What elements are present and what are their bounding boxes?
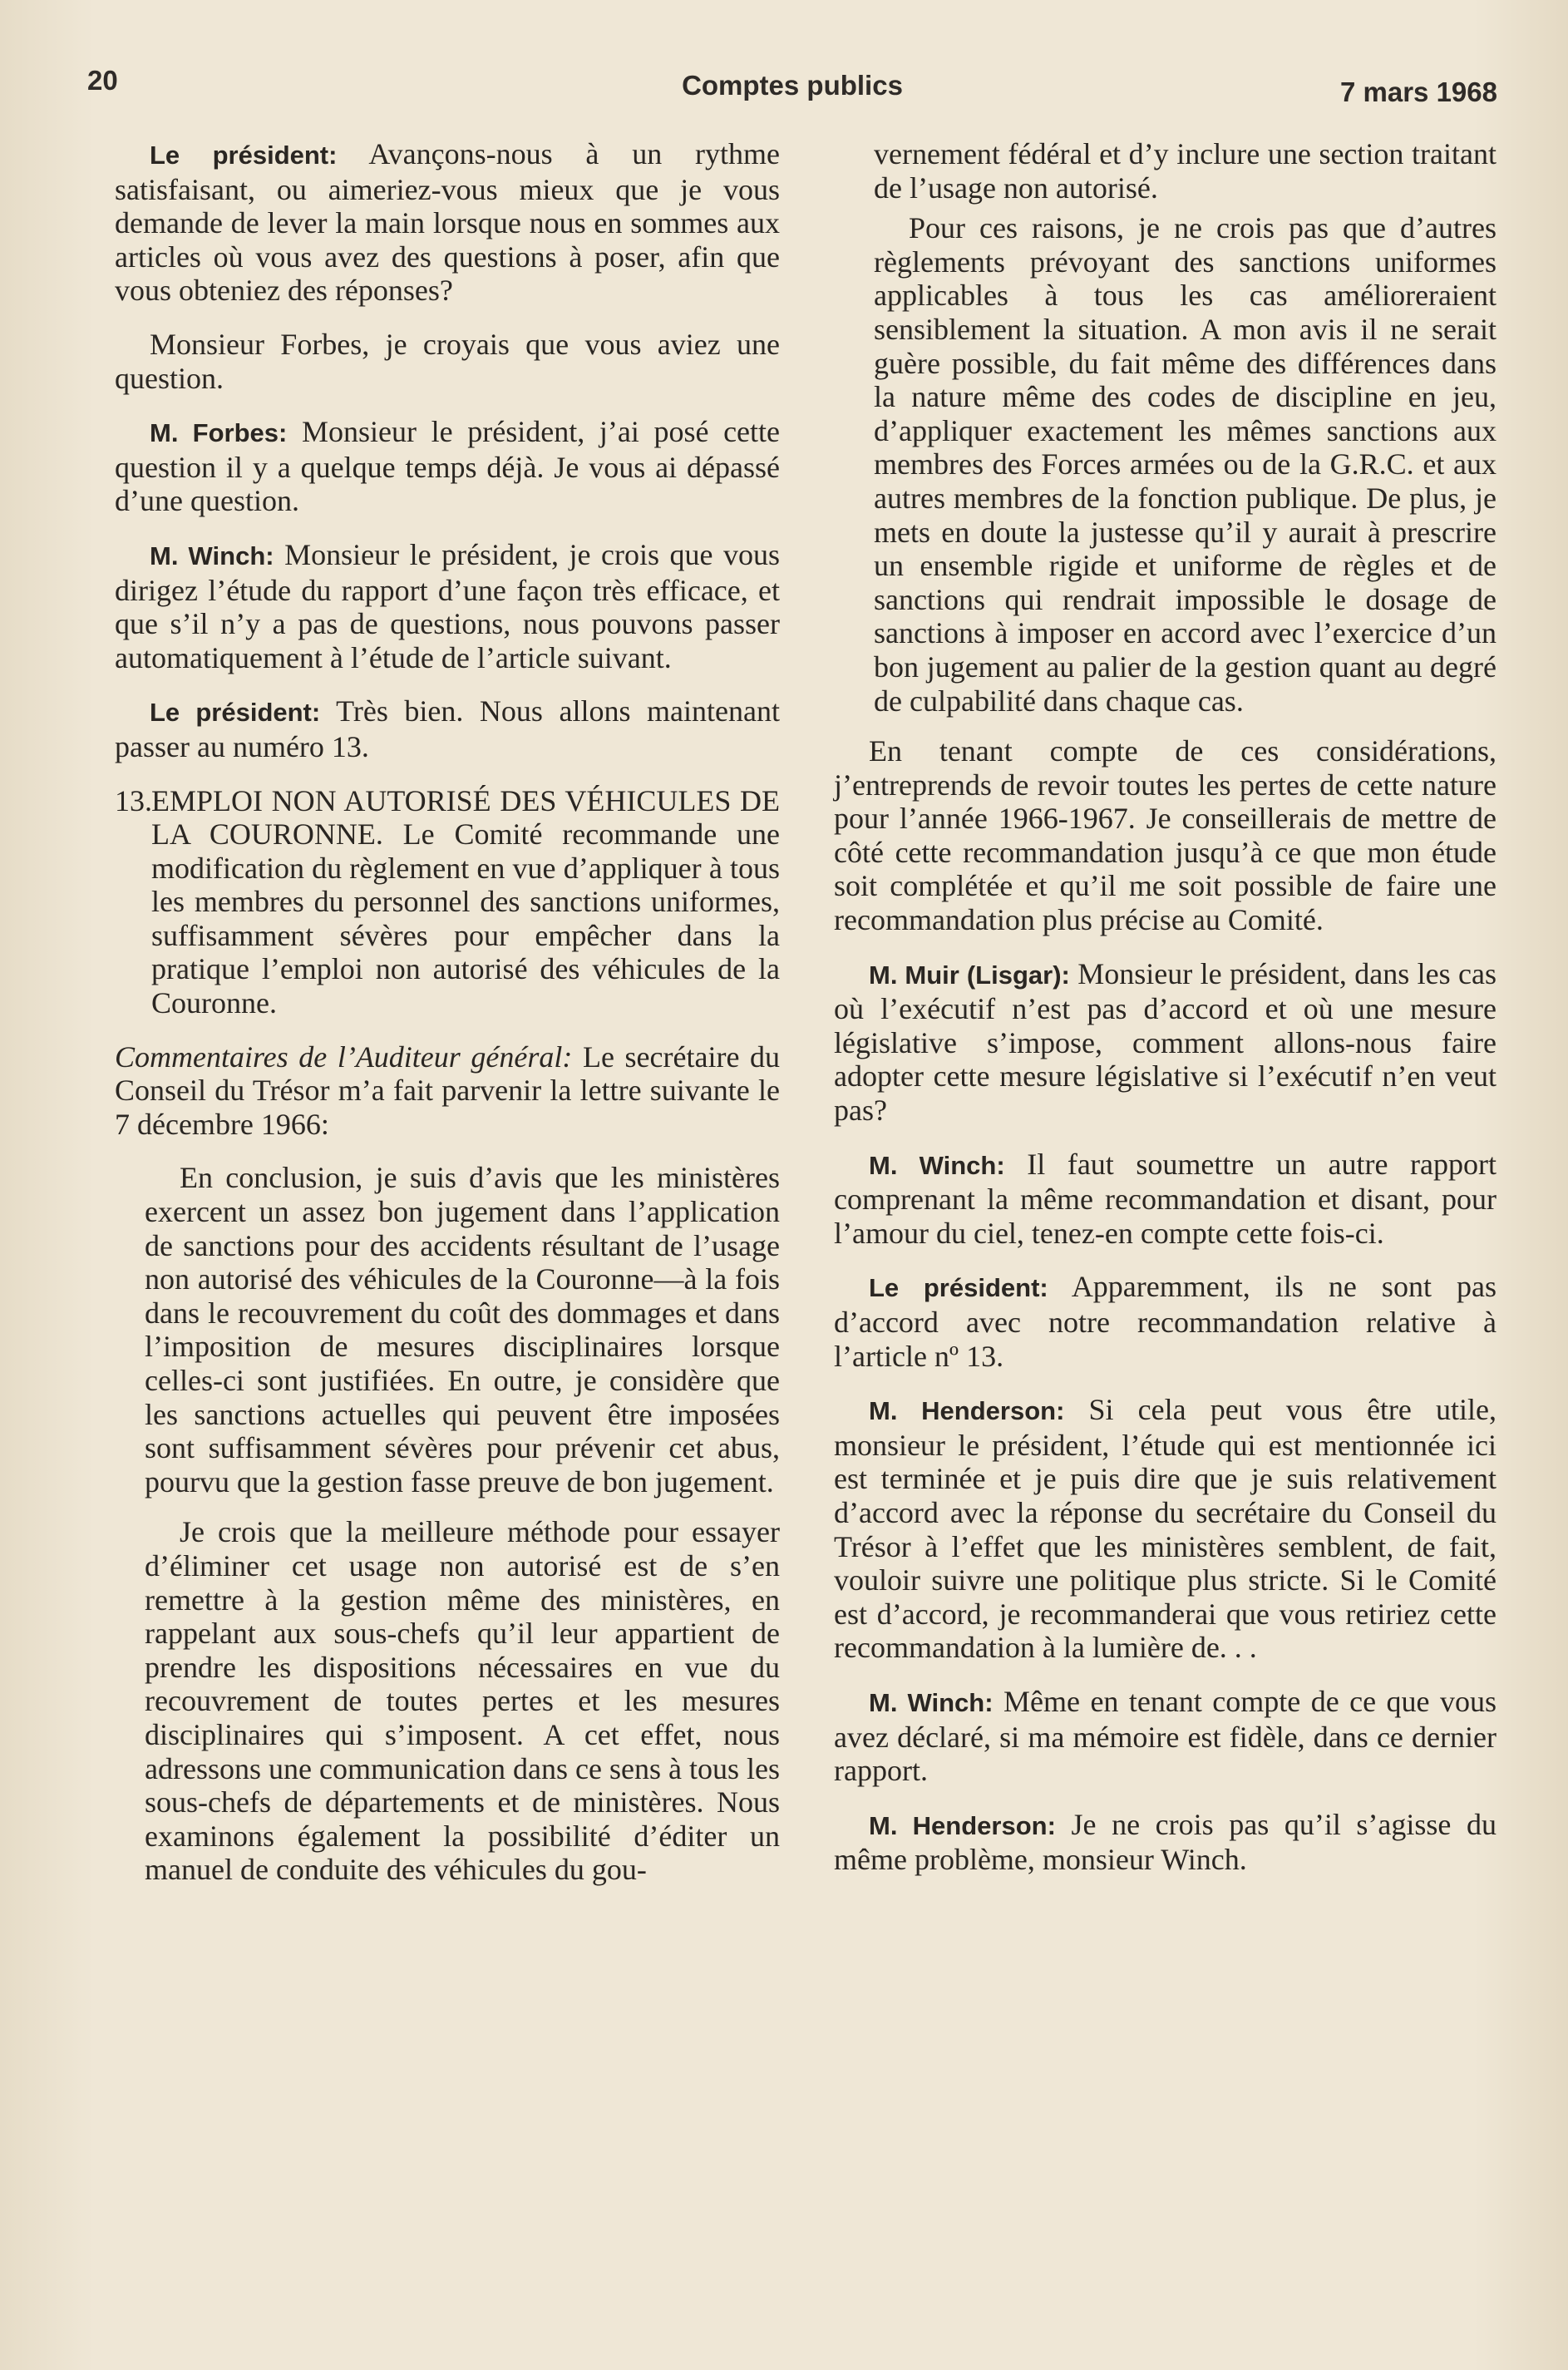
paragraph-text: Même en tenant compte de ce que vous avez déclaré, si ma mémoire est fidèle, dans ce dernier rapport. <box>834 1684 1497 1788</box>
paragraph-text: Je ne crois pas qu’il s’agisse du même problème, monsieur Winch. <box>834 1807 1497 1877</box>
publication-title: Comptes publics <box>682 70 903 101</box>
quoted-letter <box>145 1161 780 1886</box>
speaker-label: M. Henderson: <box>869 1810 1056 1840</box>
auditor-comment <box>115 1040 780 1142</box>
paragraph-winch-2 <box>834 1148 1497 1251</box>
paragraph-forbes <box>115 415 780 518</box>
speaker-label: Le président: <box>150 698 321 728</box>
item-number: 13. <box>115 783 152 817</box>
speaker-label: Le président: <box>150 141 338 170</box>
quote-paragraph-3: Pour ces raisons, je ne crois pas que d’autres règlements prévoyant des sanctions uniformes applicables à tous les cas amélioreraient sensiblement la situation. A mon avis il ne serait guère possible, du fait même des différences dans la nature même des codes de discipline en jeu, d’appliquer exactement les mêmes sanctions aux membres des Forces armées ou de la G.R.C. et aux autres membres de la fonction publique. De plus, je mets en doute la justesse qu’il y aurait à prescrire un ensemble rigide et uniforme de règles et de sanctions qui rendrait impossible le dosage de sanctions à imposer en accord avec l’exercice d’un bon jugement au palier de la gestion quant au degré de culpabilité dans chaque cas. <box>874 211 1497 718</box>
paragraph-text: Il faut soumettre un autre rapport comprenant la même recommandation et disant, pour l’amour du ciel, tenez-en compte cette fois-ci. <box>834 1147 1497 1250</box>
quote-paragraph-2: Je crois que la meilleure méthode pour essayer d’éliminer cet usage non autorisé est de s’en remettre à la gestion même des ministères, en rappelant aux sous-chefs qu’il leur appartient de prendre les dispositions nécessaires en vue du recouvrement de toutes pertes et les mesures disciplinaires qui s’imposent. A cet effet, nous adressons une communication dans ce sens à tous les sous-chefs de départements et de ministères. Nous examinons également la possibilité d’éditer un manuel de conduite des véhicules du gou- <box>145 1515 780 1887</box>
paragraph-auditor-conclusion: En tenant compte de ces considérations, j’entreprends de revoir toutes les pertes de cette nature pour l’année 1966-1967. Je conseillerais de mettre de côté cette recommandation jusqu’à ce que mon étude soit complétée et qu’il me soit possible de faire une recommandation plus précise au Comité. <box>834 734 1497 937</box>
paragraph-text: Avançons-nous à un rythme satisfaisant, ou aimeriez-vous mieux que je vous demande de lever la main lorsque nous en sommes aux articles où vous avez des questions à poser, afin que vous obteniez des réponses? <box>115 137 780 308</box>
speaker-label: M. Muir (Lisgar): <box>869 960 1070 990</box>
speaker-label: M. Henderson: <box>869 1396 1065 1426</box>
quote-paragraph-continued: vernement fédéral et d’y inclure une section traitant de l’usage non autorisé. <box>874 137 1497 205</box>
paragraph-winch-3 <box>834 1685 1497 1788</box>
comment-text: Le secrétaire du Conseil du Trésor m’a fait parvenir la lettre suivante le 7 décembre 1966: <box>115 1039 781 1141</box>
header-date: 7 mars 1968 <box>1340 77 1497 107</box>
paragraph-winch-1 <box>115 538 780 674</box>
page-number: 20 <box>87 65 118 96</box>
paragraph-text: Monsieur Forbes, je croyais que vous aviez une question. <box>115 327 780 395</box>
paragraph-text: Monsieur le président, dans les cas où l’exécutif n’est pas d’accord et où une mesure législative s’impose, comment allons-nous faire adopter cette mesure législative si l’exécutif n’en veut pas? <box>834 956 1497 1128</box>
paragraph-henderson-1 <box>834 1393 1497 1665</box>
paragraph-president-1 <box>115 137 780 308</box>
running-header <box>87 65 1497 106</box>
speaker-label: M. Forbes: <box>150 418 288 448</box>
speaker-label: Le président: <box>869 1273 1048 1303</box>
paragraph-muir <box>834 957 1497 1128</box>
paragraph-president-3 <box>115 694 780 763</box>
comment-label: Commentaires de l’Auditeur général: <box>115 1039 573 1074</box>
paragraph-henderson-2 <box>834 1808 1497 1877</box>
paragraph-text: Apparemment, ils ne sont pas d’accord avec notre recommandation relative à l’article nº 13. <box>834 1270 1497 1373</box>
paragraph-text: Très bien. Nous allons maintenant passer au numéro 13. <box>115 694 780 763</box>
speaker-label: M. Winch: <box>150 541 274 570</box>
speaker-label: M. Winch: <box>869 1687 994 1717</box>
recommendation-item-13 <box>115 784 780 1020</box>
paragraph-text: Monsieur le président, je crois que vous dirigez l’étude du rapport d’une façon très efficace, et que s’il n’y a pas de questions, nous pouvons passer automatiquement à l’étude de l’article suivant. <box>115 537 781 674</box>
left-column <box>115 137 780 1903</box>
item-text: EMPLOI NON AUTORISÉ DES VÉHICULES DE LA COURONNE. Le Comité recommande une modification du règlement en vue d’appliquer à tous les membres du personnel des sanctions uniformes, suffisamment sévères pour empêcher dans la pratique l’emploi non autorisé des véhicules de la Couronne. <box>151 783 780 1020</box>
right-column <box>794 137 1497 1897</box>
speaker-label: M. Winch: <box>869 1150 1005 1180</box>
paragraph-text: Si cela peut vous être utile, monsieur le président, l’étude qui est mentionnée ici est terminée et je puis dire que je suis relativement d’accord avec la réponse du secrétaire du Conseil du Trésor à l’effet que les ministères semblent, de fait, vouloir suivre une politique plus stricte. Si le Comité est d’accord, je recommanderai que vous retiriez cette recommandation à la lumière de. . . <box>834 1393 1497 1665</box>
quote-paragraph-1: En conclusion, je suis d’avis que les ministères exercent un assez bon jugement dans l’application de sanctions pour des accidents résultant de l’usage non autorisé des véhicules de la Couronne—à la fois dans le recouvrement du coût des dommages et dans l’imposition de mesures disciplinaires lorsque celles-ci sont justifiées. En outre, je considère que les sanctions actuelles qui peuvent être imposées sont suffisamment sévères pour prévenir cet abus, pourvu que la gestion fasse preuve de bon jugement. <box>145 1161 780 1499</box>
paragraph-text: Monsieur le président, j’ai posé cette question il y a quelque temps déjà. Je vous ai dépassé d’une question. <box>115 415 781 518</box>
quoted-letter-continued <box>874 137 1497 718</box>
paragraph-president-4 <box>834 1270 1497 1373</box>
paragraph-president-2 <box>115 328 780 395</box>
